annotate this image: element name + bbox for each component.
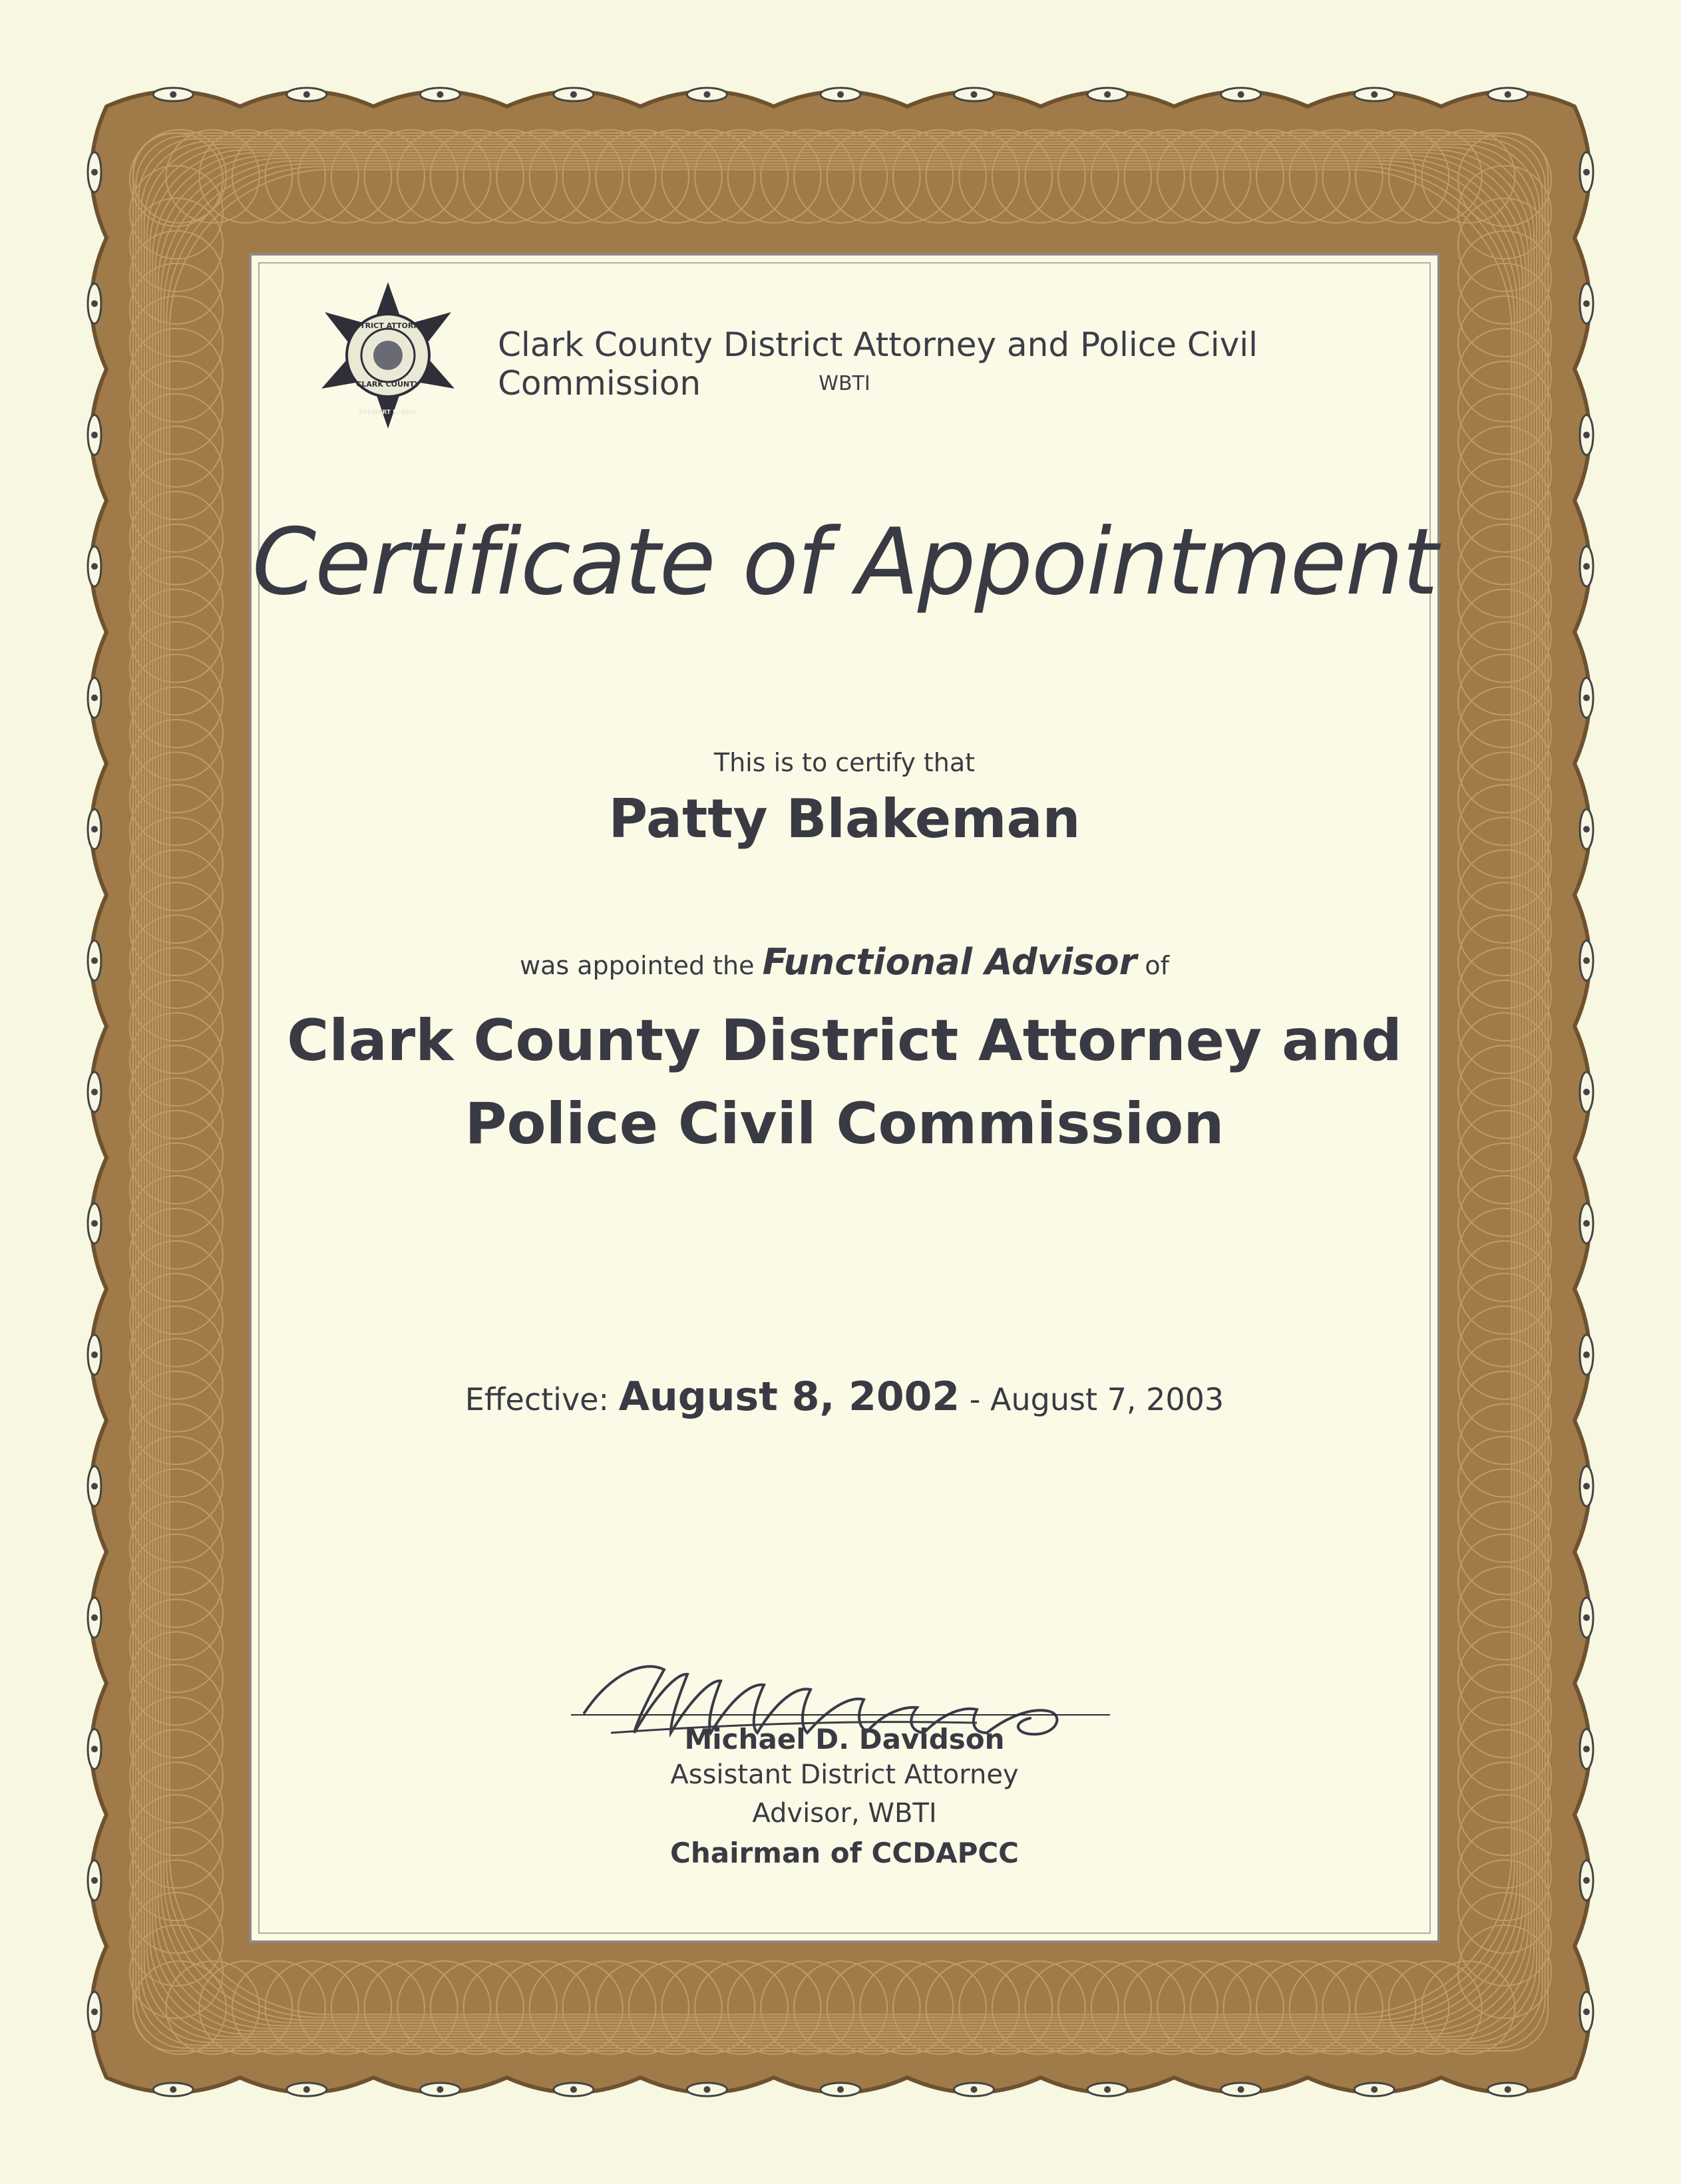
border-ornament-dot	[91, 1877, 98, 1884]
certificate-title: Certificate of Appointment	[252, 508, 1437, 616]
appointment-line	[252, 941, 1437, 983]
border-ornament-dot	[91, 1089, 98, 1095]
border-ornament-dot	[91, 563, 98, 570]
border-ornament-dot	[437, 91, 443, 98]
border-ornament-dot	[91, 432, 98, 439]
certify-text: This is to certify that	[713, 748, 976, 777]
border-ornament-dot	[91, 1614, 98, 1621]
border-ornament-dot	[570, 2086, 577, 2093]
border-ornament-dot	[1583, 1483, 1590, 1489]
border-ornament-dot	[703, 91, 710, 98]
border-ornament-dot	[1583, 1745, 1590, 1752]
border-ornament-dot	[837, 91, 844, 98]
border-ornament-dot	[91, 826, 98, 832]
border-ornament-dot	[703, 2086, 710, 2093]
border-ornament-dot	[1583, 826, 1590, 832]
border-ornament-dot	[971, 2086, 978, 2093]
effective-separator: -	[969, 1381, 981, 1417]
border-ornament-dot	[91, 1220, 98, 1226]
svg-text:DISTRICT ATTORNEY: DISTRICT ATTORNEY	[345, 321, 431, 330]
border-ornament-dot	[1104, 2086, 1111, 2093]
border-ornament-dot	[91, 1483, 98, 1489]
border-ornament-dot	[91, 2008, 98, 2015]
organization-name-line2: Police Civil Commission	[465, 1091, 1224, 1157]
border-ornament-dot	[1104, 91, 1111, 98]
border-ornament-dot	[1238, 91, 1244, 98]
border-ornament-dot	[91, 169, 98, 176]
border-ornament-dot	[837, 2086, 844, 2093]
border-ornament-dot	[1505, 2086, 1511, 2093]
effective-label: Effective:	[465, 1381, 609, 1417]
border-ornament-dot	[1583, 300, 1590, 307]
border-ornament-dot	[1583, 1877, 1590, 1884]
district-attorney-seal-icon	[311, 279, 465, 432]
border-ornament-dot	[1583, 695, 1590, 701]
signer-title-2: Advisor, WBTI	[752, 1798, 937, 1829]
border-ornament-dot	[1583, 169, 1590, 176]
border-ornament-dot	[1583, 1614, 1590, 1621]
border-ornament-dot	[91, 695, 98, 701]
border-ornament-dot	[1583, 1220, 1590, 1226]
border-ornament-dot	[170, 2086, 176, 2093]
border-ornament-dot	[91, 1352, 98, 1358]
svg-text:CLARK COUNTY: CLARK COUNTY	[356, 380, 420, 389]
svg-text:STEWART L. BELL: STEWART L. BELL	[359, 409, 417, 416]
border-ornament-dot	[1583, 2008, 1590, 2015]
border-ornament-dot	[303, 2086, 310, 2093]
border-ornament-dot	[1583, 958, 1590, 964]
signature-line	[571, 1714, 1110, 1716]
border-ornament-dot	[971, 91, 978, 98]
border-ornament-dot	[1371, 2086, 1378, 2093]
role-title: Functional Advisor	[762, 941, 1137, 983]
border-ornament-dot	[1371, 91, 1378, 98]
border-ornament-dot	[170, 91, 176, 98]
organization-name-line1: Clark County District Attorney and	[287, 1007, 1402, 1074]
signer-name: Michael D. Davidson	[684, 1723, 1005, 1755]
border-ornament-dot	[1583, 432, 1590, 439]
organization-header: Clark County District Attorney and Police Civil Commission	[498, 325, 1258, 403]
effective-start-date: August 8, 2002	[618, 1373, 960, 1420]
border-ornament-dot	[91, 300, 98, 307]
border-ornament-dot	[570, 91, 577, 98]
border-ornament-dot	[91, 1745, 98, 1752]
effective-dates	[252, 1373, 1437, 1420]
recipient-name: Patty Blakeman	[608, 788, 1081, 850]
border-ornament-dot	[1505, 91, 1511, 98]
signer-title-1: Assistant District Attorney	[670, 1759, 1019, 1790]
appointed-suffix: of	[1145, 951, 1169, 980]
organization-subheader: WBTI	[819, 372, 870, 395]
border-ornament-dot	[1238, 2086, 1244, 2093]
border-ornament-dot	[437, 2086, 443, 2093]
appointed-prefix: was appointed the	[520, 951, 755, 980]
border-ornament-dot	[91, 958, 98, 964]
effective-end-date: August 7, 2003	[990, 1381, 1224, 1417]
certificate-panel	[249, 253, 1440, 1943]
border-ornament-dot	[303, 91, 310, 98]
border-ornament-dot	[1583, 1089, 1590, 1095]
border-ornament-dot	[1583, 1352, 1590, 1358]
signer-title-3: Chairman of CCDAPCC	[670, 1837, 1019, 1869]
border-ornament-dot	[1583, 563, 1590, 570]
